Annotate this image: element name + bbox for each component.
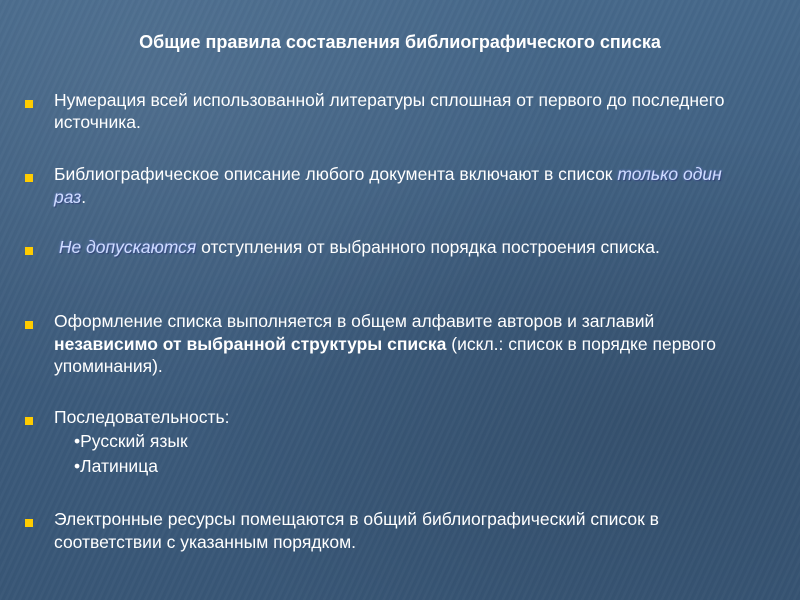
list-item-2: [54, 163, 754, 208]
item-4-text-before: Оформление списка выполняется в общем алфавите авторов и заглавий: [54, 311, 655, 331]
bullet-marker-3: [25, 247, 33, 255]
bullet-marker-5: [25, 417, 33, 425]
bullet-marker-6: [25, 519, 33, 527]
item-4-bold: независимо от выбранной структуры списка: [54, 334, 447, 354]
sub-item-latin: •Латиница: [74, 456, 158, 476]
item-6-text: Электронные ресурсы помещаются в общий библиографический список в соответствии с указанным порядком.: [54, 509, 659, 552]
item-2-text-after: .: [81, 187, 87, 207]
list-item-3: [54, 236, 754, 259]
item-5-text: Последовательность:: [54, 407, 230, 427]
bullet-marker-4: [25, 321, 33, 329]
list-item-1: [54, 89, 754, 133]
slide-title: Общие правила составления библиографического списка: [139, 32, 661, 52]
item-1-text: Нумерация всей использованной литературы сплошная от первого до последнего источника.: [54, 90, 725, 132]
bullet-marker-2: [25, 174, 33, 182]
list-item-6: [54, 508, 754, 553]
item-3-text-after: отступления от выбранного порядка построения списка.: [196, 237, 660, 257]
sub-item-russian: •Русский язык: [74, 431, 188, 451]
item-3-emphasis: Не допускаются: [58, 237, 197, 257]
bullet-marker-1: [25, 100, 33, 108]
item-2-emphasis: только один раз: [54, 164, 722, 207]
item-4-text-after: (искл.: список в порядке первого упоминания).: [54, 334, 717, 376]
list-item-4: [54, 310, 754, 377]
item-2-text-before: Библиографическое описание любого документа включают в список: [54, 164, 618, 184]
list-item-5: [54, 406, 754, 429]
